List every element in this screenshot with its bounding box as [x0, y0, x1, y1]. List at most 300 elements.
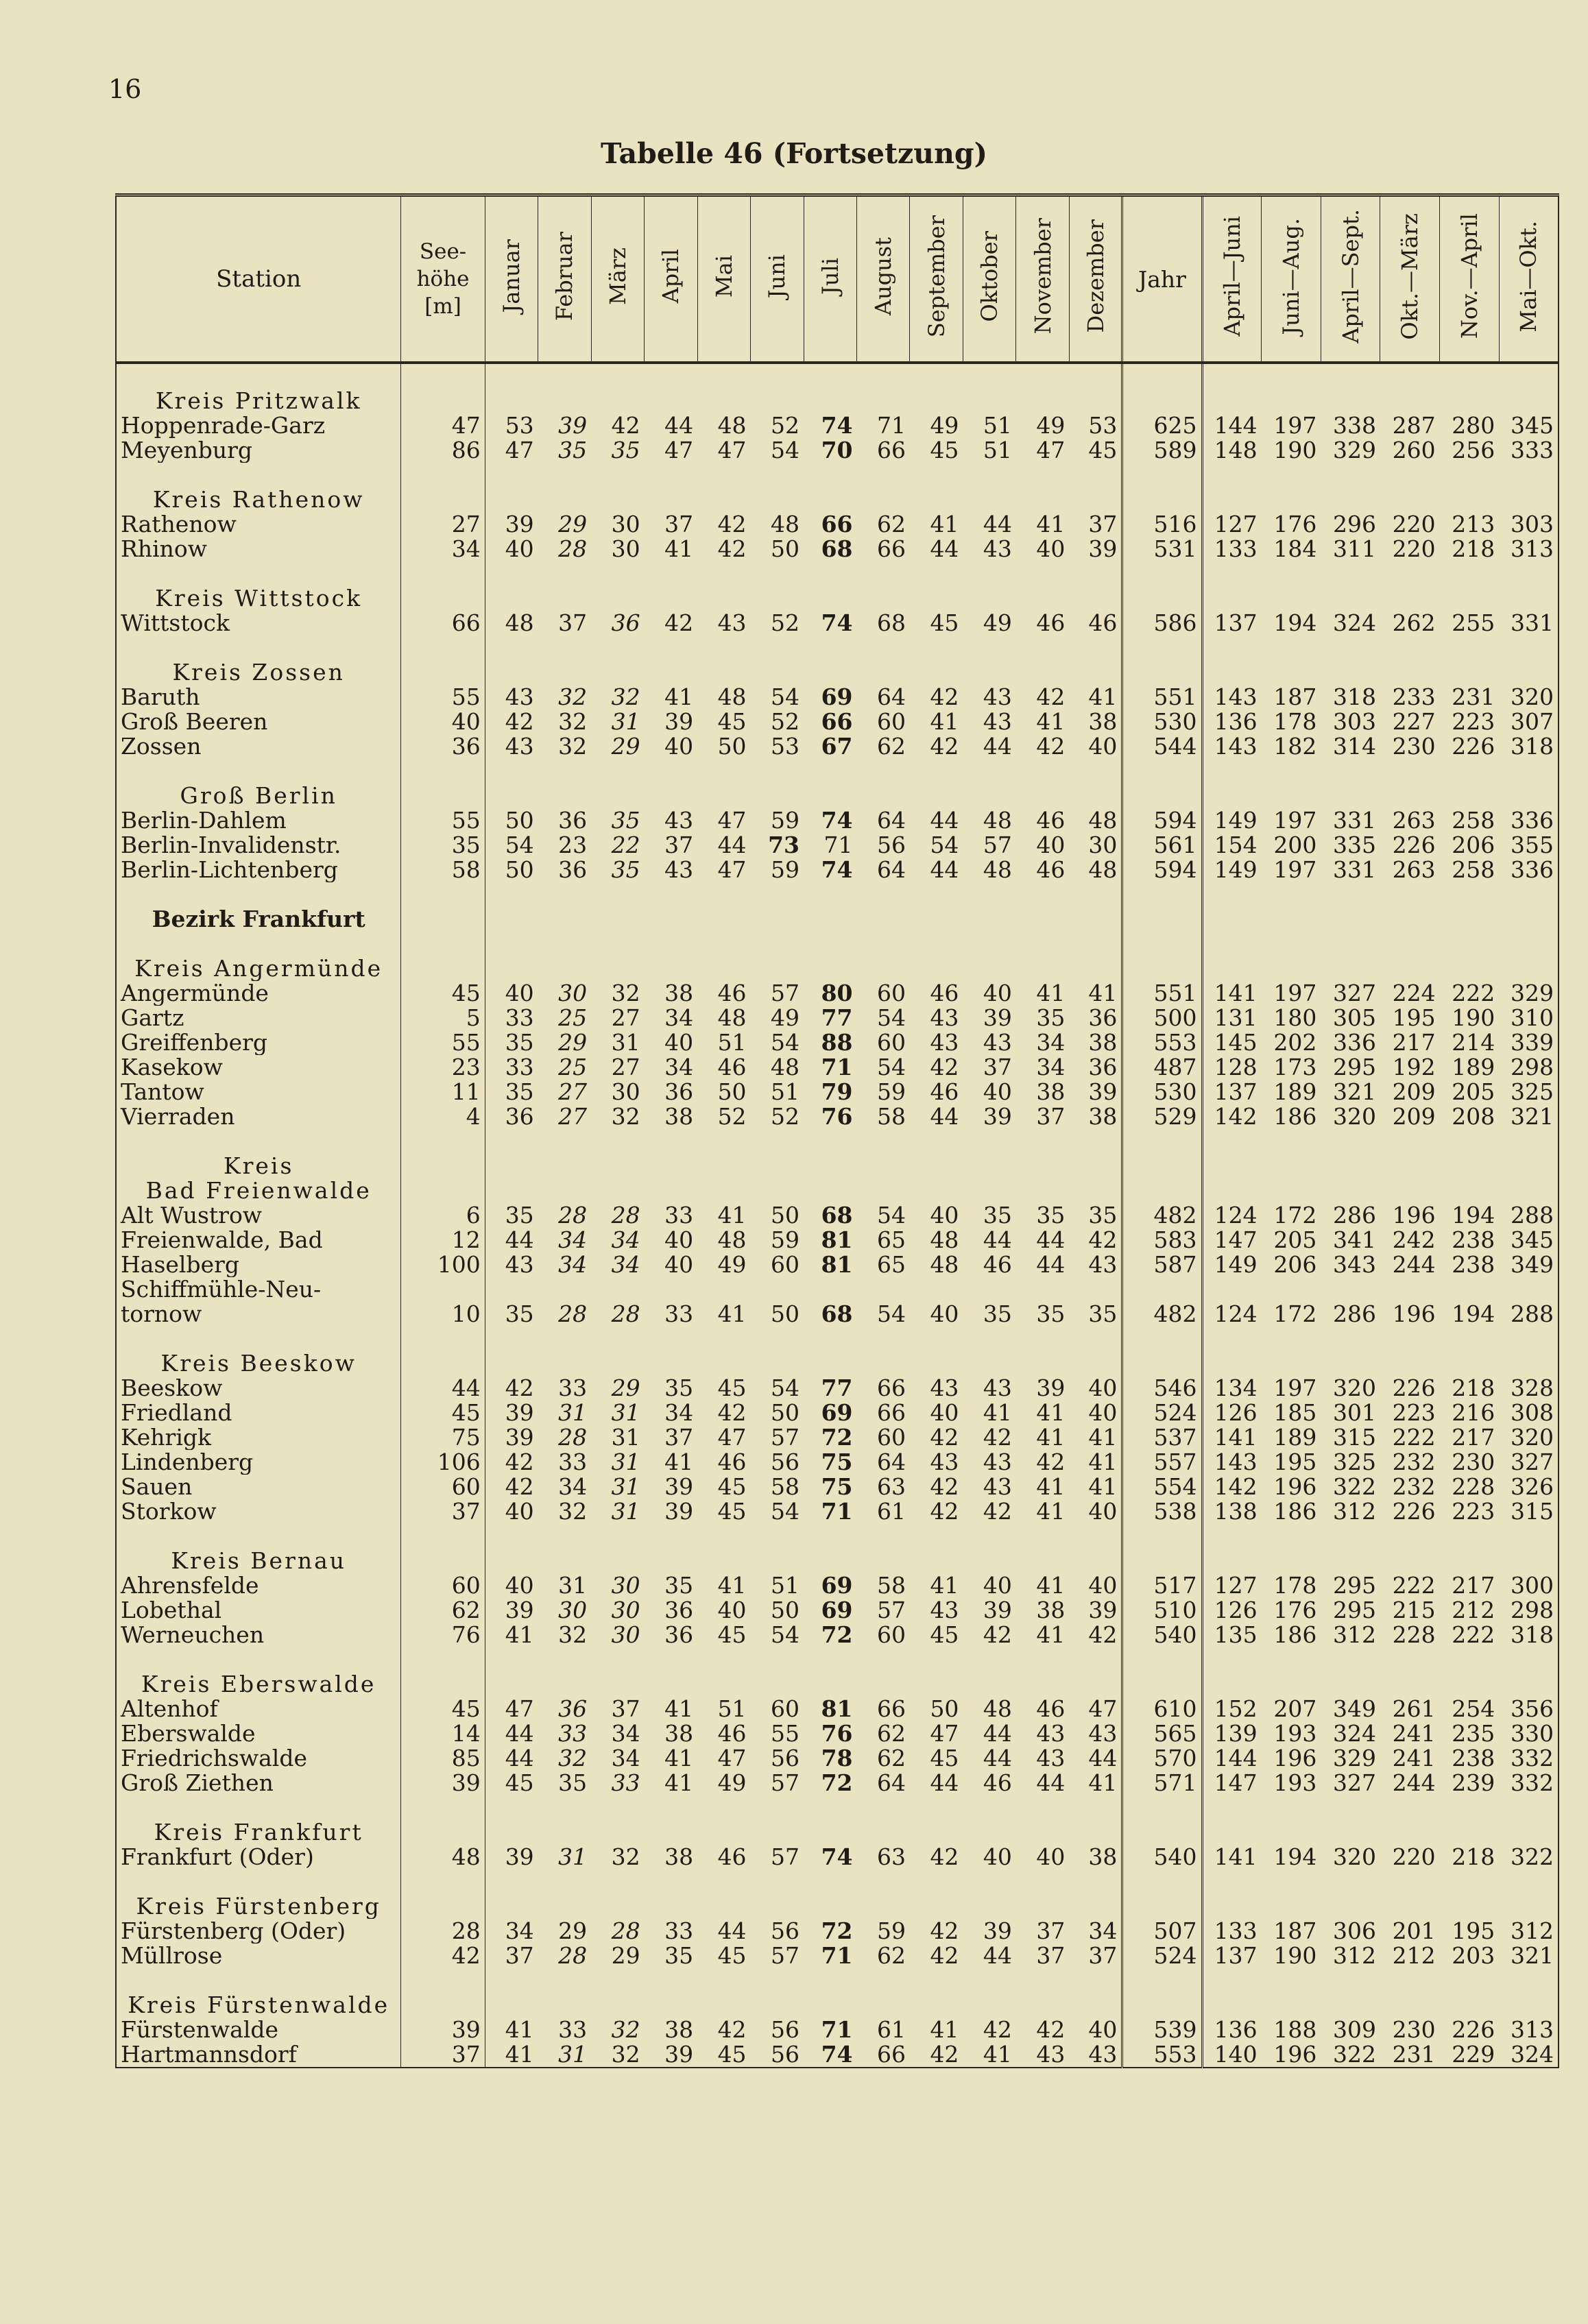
month-value: 39: [664, 2042, 694, 2068]
period-value: 172: [1273, 1203, 1317, 1228]
header-altitude: [401, 195, 485, 363]
period-value: 312: [1332, 1499, 1376, 1524]
station-row: [116, 438, 1559, 463]
month-value: 80: [821, 981, 853, 1006]
header-month-5: [751, 195, 804, 363]
period-value: 231: [1392, 2042, 1436, 2068]
month-value: 33: [558, 1376, 588, 1401]
month-value: 43: [930, 1376, 959, 1401]
month-value: 42: [664, 611, 694, 636]
month-value: 47: [664, 438, 694, 463]
month-value: 37: [1036, 1104, 1066, 1129]
period-value: 143: [1202, 1450, 1262, 1475]
period-value: 230: [1392, 734, 1436, 759]
period-value: 263: [1392, 858, 1436, 882]
period-value: 126: [1202, 1598, 1262, 1623]
header-period-label: Juni—Aug.: [1278, 217, 1304, 335]
spacer-row: [116, 1524, 1559, 1549]
month-value: 28: [558, 537, 588, 561]
month-value: 46: [983, 1252, 1012, 1277]
month-value: 54: [771, 685, 800, 710]
month-value: 43: [1036, 2042, 1066, 2068]
spacer-cell: [485, 1968, 1122, 1993]
month-value: 44: [664, 413, 694, 438]
header-month-label: Juni: [764, 254, 791, 299]
period-value: 310: [1511, 1006, 1554, 1030]
period-value: 217: [1452, 1573, 1495, 1598]
period-value: 332: [1511, 1771, 1554, 1795]
period-value: 309: [1332, 2018, 1376, 2042]
station-name: Gartz: [121, 1006, 184, 1030]
kreis-label: Kreis Pritzwalk: [155, 389, 362, 413]
empty-cell: [401, 586, 485, 611]
year-value: 540: [1122, 1845, 1202, 1869]
month-value: 45: [930, 1746, 959, 1771]
station-name: Berlin-Lichtenberg: [121, 858, 338, 882]
period-value: 189: [1273, 1080, 1317, 1104]
station-row: [116, 1499, 1559, 1524]
month-value: 68: [821, 1203, 853, 1228]
spacer-cell: [1122, 882, 1202, 907]
period-value: 223: [1452, 1499, 1495, 1524]
period-value: 314: [1332, 734, 1376, 759]
period-value: 227: [1392, 710, 1436, 734]
period-value: 195: [1392, 1006, 1436, 1030]
period-value: 138: [1202, 1499, 1262, 1524]
empty-cell: [485, 784, 1122, 808]
station-row: [116, 734, 1559, 759]
year-value: 510: [1122, 1598, 1202, 1623]
empty-cell: [1202, 660, 1559, 685]
period-value: 242: [1392, 1228, 1436, 1252]
month-value: 74: [821, 413, 853, 438]
period-value: 184: [1273, 537, 1317, 561]
month-value: 42: [485, 710, 538, 734]
month-value: [963, 1277, 1015, 1302]
kreis-header-row: [116, 487, 1559, 512]
month-value: 30: [611, 1598, 640, 1623]
month-value: 88: [821, 1030, 853, 1055]
month-value: 30: [611, 1623, 640, 1647]
month-value: [910, 1277, 963, 1302]
month-value: 41: [717, 1573, 747, 1598]
month-value: 35: [983, 1302, 1012, 1327]
spacer-cell: [116, 1327, 401, 1351]
month-value: 45: [717, 1376, 747, 1401]
month-value: 43: [717, 611, 747, 636]
month-value: 74: [821, 858, 853, 882]
period-value: 137: [1202, 611, 1262, 636]
month-value: 36: [1088, 1006, 1118, 1030]
month-value: 54: [930, 833, 959, 858]
year-value: 546: [1122, 1376, 1202, 1401]
period-value: 149: [1202, 858, 1262, 882]
month-value: 49: [717, 1252, 747, 1277]
year-value: 553: [1122, 1030, 1202, 1055]
month-value: 49: [930, 413, 959, 438]
period-value: 329: [1511, 981, 1554, 1006]
empty-cell: [1122, 1351, 1202, 1376]
header-month-6: [804, 195, 856, 363]
period-value: 295: [1332, 1598, 1376, 1623]
month-value: 41: [1088, 685, 1118, 710]
spacer-cell: [401, 1647, 485, 1672]
spacer-cell: [401, 636, 485, 660]
month-value: 40: [664, 1228, 694, 1252]
empty-cell: [485, 660, 1122, 685]
station-name: Groß Ziethen: [121, 1771, 274, 1795]
month-value: 37: [664, 833, 694, 858]
month-value: 51: [717, 1697, 747, 1721]
month-value: 38: [664, 2018, 694, 2042]
period-value: 321: [1332, 1080, 1376, 1104]
year-value: 482: [1122, 1203, 1202, 1228]
period-value: 313: [1511, 2018, 1554, 2042]
empty-cell: [1202, 389, 1559, 413]
month-value: 45: [717, 1944, 747, 1968]
period-value: 312: [1332, 1623, 1376, 1647]
month-value: 38: [664, 1845, 694, 1869]
spacer-cell: [1202, 463, 1559, 487]
month-value: 42: [930, 2042, 959, 2068]
month-value: 41: [1088, 1771, 1118, 1795]
period-value: 180: [1273, 1006, 1317, 1030]
month-value: 50: [771, 1302, 800, 1327]
altitude-value: 44: [401, 1376, 485, 1401]
period-value: 196: [1392, 1302, 1436, 1327]
month-value: 35: [611, 858, 640, 882]
month-value: 34: [485, 1919, 538, 1944]
header-month-label: Oktober: [976, 230, 1003, 322]
month-value: 43: [983, 1030, 1012, 1055]
month-value: 42: [930, 734, 959, 759]
month-value: 32: [558, 1623, 588, 1647]
month-value: 60: [876, 981, 906, 1006]
month-value: 66: [876, 1376, 906, 1401]
period-value: 307: [1511, 710, 1554, 734]
altitude-value: 6: [401, 1203, 485, 1228]
station-name: Hoppenrade-Garz: [121, 413, 326, 438]
altitude-value: 106: [401, 1450, 485, 1475]
spacer-row: [116, 463, 1559, 487]
period-value: 320: [1511, 1425, 1554, 1450]
period-value: 324: [1332, 611, 1376, 636]
month-value: 42: [983, 1623, 1012, 1647]
month-value: 37: [664, 1425, 694, 1450]
altitude-value: 62: [401, 1598, 485, 1623]
period-value: 187: [1273, 1919, 1317, 1944]
month-value: 32: [611, 1845, 640, 1869]
month-value: 48: [771, 512, 800, 537]
month-value: 73: [768, 833, 800, 858]
month-value: 48: [485, 611, 538, 636]
kreis-label: Kreis: [223, 1154, 294, 1178]
month-value: 40: [1088, 1401, 1118, 1425]
year-value: 524: [1122, 1401, 1202, 1425]
month-value: 59: [876, 1080, 906, 1104]
month-value: 36: [558, 808, 588, 833]
month-value: 33: [664, 1203, 694, 1228]
month-value: 45: [485, 1771, 538, 1795]
spacer-cell: [1122, 1795, 1202, 1820]
month-value: 59: [771, 858, 800, 882]
spacer-row: [116, 1647, 1559, 1672]
period-value: 318: [1511, 1623, 1554, 1647]
station-row: [116, 1277, 1559, 1302]
spacer-cell: [1122, 561, 1202, 586]
year-value: 538: [1122, 1499, 1202, 1524]
month-value: 56: [771, 1746, 800, 1771]
period-value: 194: [1273, 611, 1317, 636]
month-value: 57: [771, 1845, 800, 1869]
month-value: 48: [1088, 808, 1118, 833]
kreis-header-row: [116, 1154, 1559, 1178]
altitude-value: 39: [401, 1771, 485, 1795]
year-value: 553: [1122, 2042, 1202, 2068]
period-value: 295: [1332, 1055, 1376, 1080]
month-value: 29: [611, 734, 640, 759]
period-value: 231: [1452, 685, 1495, 710]
month-value: 77: [821, 1006, 853, 1030]
header-month-9: [963, 195, 1015, 363]
spacer-cell: [1202, 1129, 1559, 1154]
station-name: Zossen: [121, 734, 202, 759]
header-period-label: April—Juni: [1218, 216, 1245, 337]
month-value: 33: [558, 2018, 588, 2042]
month-value: 68: [821, 537, 853, 561]
altitude-value: 37: [401, 1499, 485, 1524]
month-value: 62: [876, 1721, 906, 1746]
month-value: 50: [771, 1598, 800, 1623]
empty-cell: [485, 1549, 1122, 1573]
period-value: 238: [1452, 1252, 1495, 1277]
station-name: Friedland: [121, 1401, 232, 1425]
empty-cell: [401, 1820, 485, 1845]
spacer-cell: [1122, 932, 1202, 956]
altitude-value: 5: [401, 1006, 485, 1030]
month-value: 49: [983, 611, 1012, 636]
month-value: 75: [821, 1475, 853, 1499]
month-value: 74: [821, 808, 853, 833]
month-value: 62: [876, 734, 906, 759]
spacer-cell: [485, 363, 1122, 389]
station-row: [116, 1697, 1559, 1721]
month-value: 28: [611, 1302, 640, 1327]
month-value: 42: [930, 1919, 959, 1944]
spacer-cell: [485, 1795, 1122, 1820]
spacer-cell: [1122, 463, 1202, 487]
station-name: Rathenow: [121, 512, 237, 537]
period-value: 331: [1332, 858, 1376, 882]
kreis-header-row: [116, 1820, 1559, 1845]
month-value: 35: [611, 438, 640, 463]
header-month-2: [591, 195, 644, 363]
month-value: 44: [485, 1721, 538, 1746]
header-period-1: [1262, 195, 1321, 363]
month-value: 59: [876, 1919, 906, 1944]
period-value: 223: [1392, 1401, 1436, 1425]
month-value: 54: [771, 1499, 800, 1524]
period-value: 321: [1511, 1944, 1554, 1968]
empty-cell: [485, 1351, 1122, 1376]
month-value: 57: [771, 1944, 800, 1968]
empty-cell: [401, 1894, 485, 1919]
period-value: 226: [1452, 734, 1495, 759]
period-value: 230: [1392, 2018, 1436, 2042]
period-value: 141: [1202, 1425, 1262, 1450]
period-value: 345: [1511, 1228, 1554, 1252]
period-value: [1321, 1277, 1380, 1302]
altitude-value: 75: [401, 1425, 485, 1450]
spacer-cell: [1122, 1327, 1202, 1351]
empty-cell: [1122, 907, 1202, 932]
year-value: 524: [1122, 1944, 1202, 1968]
station-row: [116, 858, 1559, 882]
month-value: 35: [664, 1944, 694, 1968]
month-value: 32: [611, 981, 640, 1006]
month-value: 29: [611, 1376, 640, 1401]
period-value: 147: [1202, 1771, 1262, 1795]
month-value: 43: [983, 1450, 1012, 1475]
month-value: 35: [983, 1203, 1012, 1228]
spacer-cell: [1202, 1869, 1559, 1894]
year-value: 570: [1122, 1746, 1202, 1771]
period-value: 226: [1452, 2018, 1495, 2042]
month-value: 75: [821, 1450, 853, 1475]
station-name: Sauen: [121, 1475, 193, 1499]
month-value: 43: [930, 1006, 959, 1030]
period-value: 197: [1273, 981, 1317, 1006]
month-value: 50: [930, 1697, 959, 1721]
spacer-cell: [485, 932, 1122, 956]
month-value: 40: [1088, 2018, 1118, 2042]
kreis-header-row: [116, 1351, 1559, 1376]
kreis-header-row: [116, 1894, 1559, 1919]
month-value: 36: [1088, 1055, 1118, 1080]
month-value: 46: [1036, 858, 1066, 882]
period-value: 315: [1332, 1425, 1376, 1450]
period-value: [1202, 1277, 1262, 1302]
month-value: 52: [771, 611, 800, 636]
month-value: 48: [983, 1697, 1012, 1721]
station-name: Tantow: [121, 1080, 204, 1104]
period-value: 126: [1202, 1401, 1262, 1425]
kreis-label: Kreis Zossen: [172, 660, 345, 685]
period-value: 336: [1511, 858, 1554, 882]
year-value: 565: [1122, 1721, 1202, 1746]
month-value: 66: [876, 537, 906, 561]
month-value: 42: [1036, 2018, 1066, 2042]
month-value: 47: [1036, 438, 1066, 463]
month-value: 60: [876, 1425, 906, 1450]
month-value: 54: [771, 1030, 800, 1055]
station-row: [116, 1006, 1559, 1030]
period-value: 343: [1332, 1252, 1376, 1277]
month-value: 31: [558, 1401, 588, 1425]
spacer-cell: [116, 1869, 401, 1894]
month-value: 66: [876, 438, 906, 463]
month-value: 22: [611, 833, 640, 858]
station-name: Haselberg: [121, 1252, 240, 1277]
year-value: 551: [1122, 685, 1202, 710]
period-value: 127: [1202, 512, 1262, 537]
month-value: 37: [1036, 1919, 1066, 1944]
empty-cell: [485, 487, 1122, 512]
station-name: Fürstenberg (Oder): [121, 1919, 346, 1944]
period-value: 209: [1392, 1104, 1436, 1129]
month-value: 70: [821, 438, 853, 463]
month-value: 62: [876, 1944, 906, 1968]
period-value: 349: [1332, 1697, 1376, 1721]
period-value: 335: [1332, 833, 1376, 858]
month-value: 40: [1036, 833, 1066, 858]
month-value: 44: [983, 512, 1012, 537]
page-number: 16: [108, 74, 142, 104]
kreis-header-row: [116, 784, 1559, 808]
header-period-2: [1321, 195, 1380, 363]
month-value: 43: [983, 710, 1012, 734]
empty-cell: [1202, 1154, 1559, 1178]
period-value: 193: [1273, 1771, 1317, 1795]
empty-cell: [401, 389, 485, 413]
month-value: 38: [1036, 1598, 1066, 1623]
empty-cell: [401, 660, 485, 685]
station-row: [116, 537, 1559, 561]
period-value: 124: [1202, 1203, 1262, 1228]
station-name: Schiffmühle-Neu-: [121, 1277, 322, 1302]
month-value: 45: [717, 1499, 747, 1524]
month-value: 43: [664, 808, 694, 833]
month-value: 42: [930, 1475, 959, 1499]
period-value: 315: [1511, 1499, 1554, 1524]
altitude-value: 23: [401, 1055, 485, 1080]
period-value: 232: [1392, 1475, 1436, 1499]
month-value: 61: [876, 1499, 906, 1524]
spacer-row: [116, 1968, 1559, 1993]
period-value: 190: [1273, 438, 1317, 463]
empty-cell: [1122, 784, 1202, 808]
period-value: 258: [1452, 808, 1495, 833]
month-value: 42: [717, 1401, 747, 1425]
period-value: 301: [1332, 1401, 1376, 1425]
month-value: 32: [611, 1104, 640, 1129]
month-value: 44: [930, 537, 959, 561]
month-value: 28: [558, 1944, 588, 1968]
spacer-cell: [485, 636, 1122, 660]
altitude-value: 45: [401, 1697, 485, 1721]
period-value: 320: [1332, 1376, 1376, 1401]
month-value: 36: [485, 1104, 538, 1129]
month-value: 39: [983, 1598, 1012, 1623]
period-value: 258: [1452, 858, 1495, 882]
month-value: 43: [664, 858, 694, 882]
month-value: 34: [611, 1721, 640, 1746]
month-value: 41: [485, 2042, 538, 2068]
year-value: 571: [1122, 1771, 1202, 1795]
station-row: [116, 2018, 1559, 2042]
period-value: 332: [1511, 1746, 1554, 1771]
month-value: 59: [771, 1228, 800, 1252]
period-value: 213: [1452, 512, 1495, 537]
spacer-cell: [485, 463, 1122, 487]
kreis-header-row: [116, 907, 1559, 932]
month-value: 40: [485, 981, 538, 1006]
month-value: 36: [664, 1623, 694, 1647]
altitude-value: [401, 1277, 485, 1302]
month-value: 39: [1088, 1598, 1118, 1623]
month-value: 48: [717, 1228, 747, 1252]
month-value: 34: [611, 1746, 640, 1771]
